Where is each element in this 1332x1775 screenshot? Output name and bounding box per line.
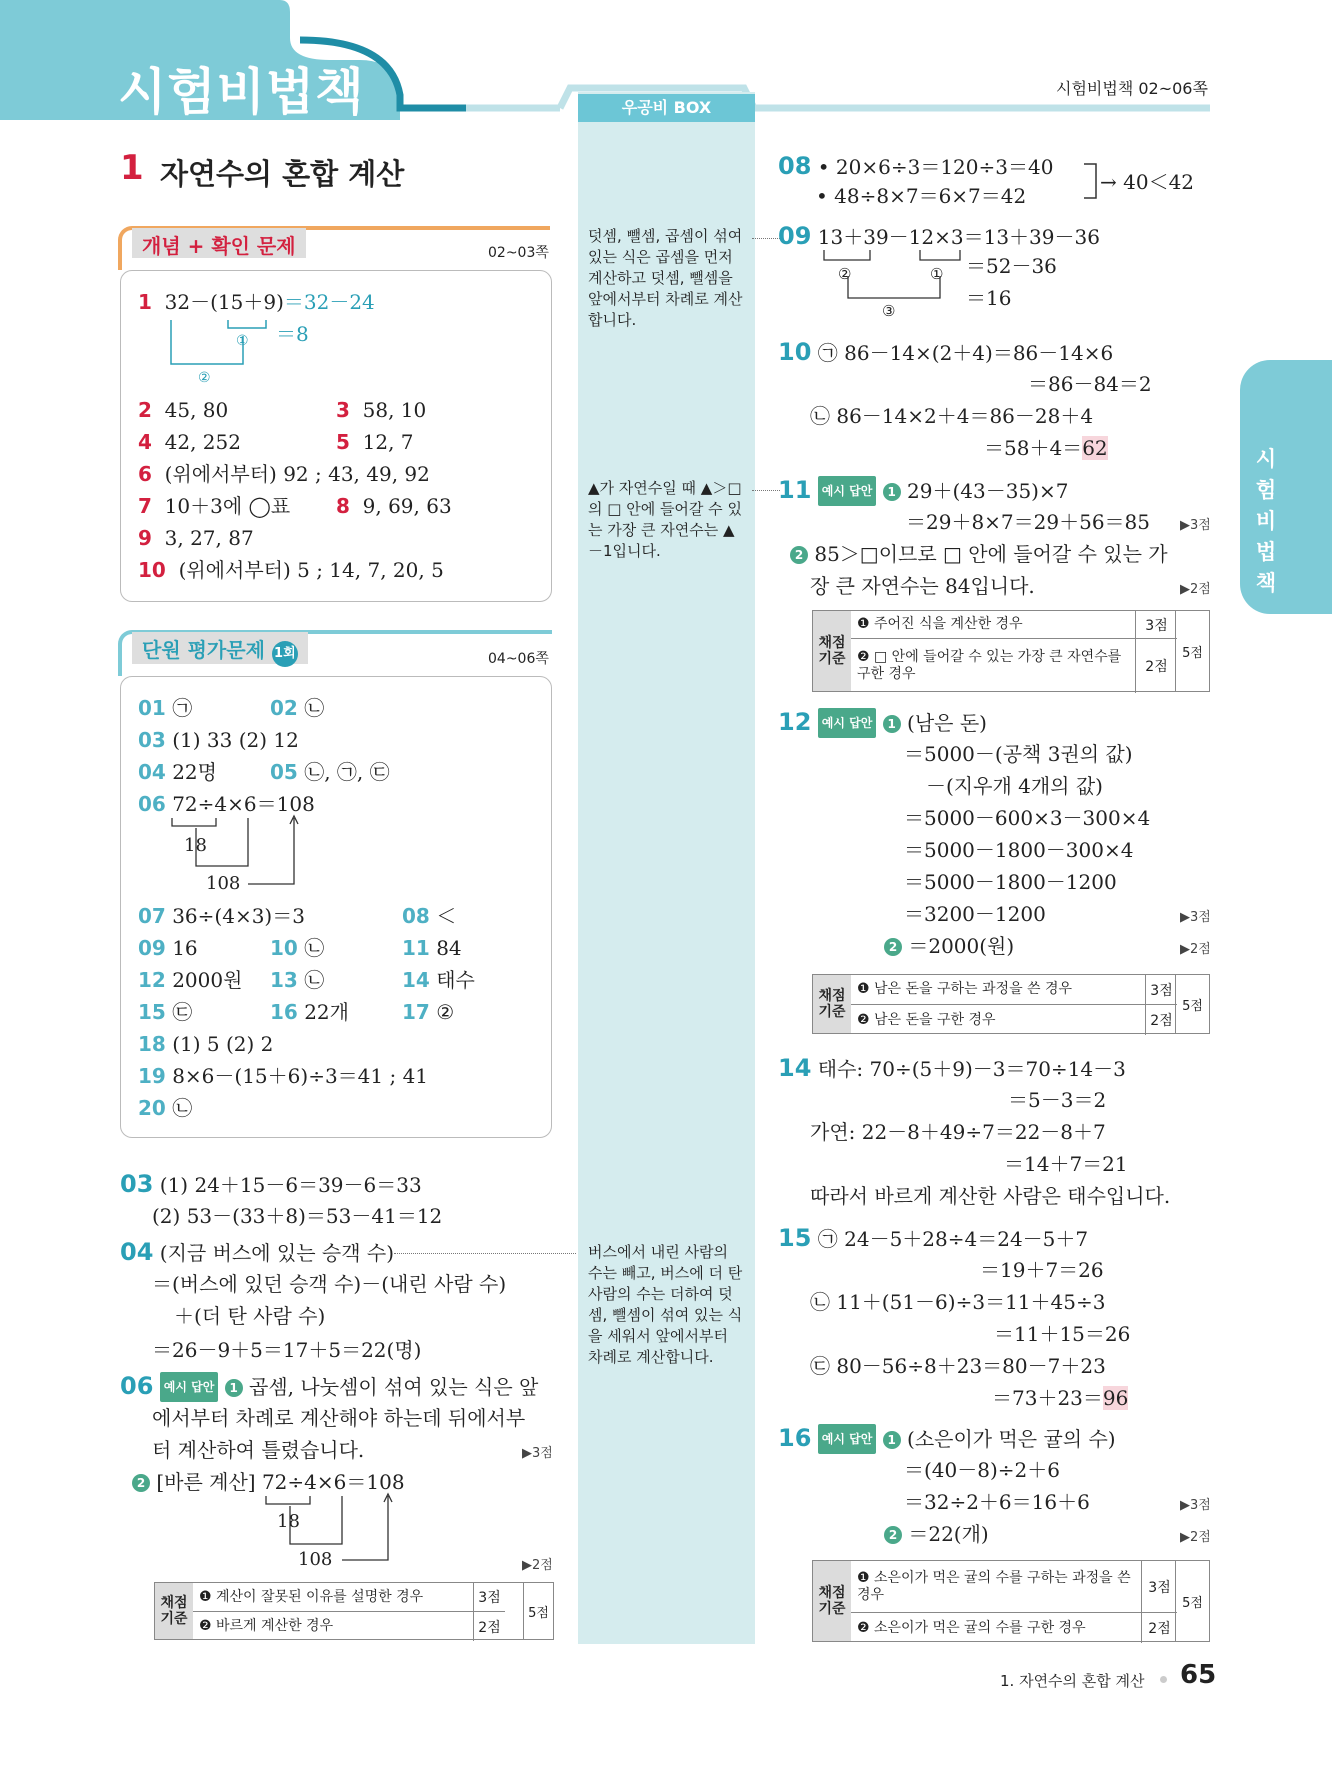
side-tab-label: 시험비법책 [1255, 447, 1277, 595]
rubric-06: 채점 기준 ❶ 계산이 잘못된 이유를 설명한 경우 ❷ 바르게 계산한 경우 3점 2점 5점 [154, 1582, 554, 1640]
sol-12-line3: －(지우개 4개의 값) [926, 774, 1103, 798]
unit-item-14: 14 태수 [402, 968, 475, 992]
unit-item-18: 18 (1) 5 (2) 2 [138, 1032, 274, 1056]
section-number: 1 [120, 148, 144, 188]
box-note-1: 덧셈, 뺄셈, 곱셈이 섞여 있는 식은 곱셈을 먼저 계산하고 덧셈, 뺄셈을 앞에서부터 차례로 계산합니다. [588, 227, 743, 329]
unit-item-06: 06 72÷4×6＝108 [138, 792, 315, 816]
unit-item-07: 07 36÷(4×3)＝3 [138, 904, 305, 928]
sol-12-line4: ＝5000－600×3－300×4 [904, 806, 1151, 830]
unit-item-01: 01 ㉠ [138, 696, 193, 720]
sol-10-line3: ㉡ 86－14×2＋4＝86－28＋4 [810, 404, 1094, 428]
sol-04-line1: 04 (지금 버스에 있는 승객 수) [120, 1238, 395, 1266]
concept-item-9: 9 3, 27, 87 [138, 526, 254, 550]
sol-06-18: 18 [277, 1511, 300, 1532]
footer-dot [1160, 1676, 1167, 1683]
unit-item-08: 08 ＜ [402, 904, 457, 928]
leader-dots-09 [752, 238, 780, 239]
sol-12-line7: ＝3200－1200 [904, 902, 1046, 926]
sol-06-line4: 2 [바른 계산] 72÷4×6＝108 [132, 1468, 405, 1496]
marker-1: ① [236, 333, 249, 349]
sol-04-line4: ＝26－9＋5＝17＋5＝22(명) [152, 1338, 422, 1362]
sol-06-line2: 에서부터 차례로 계산해야 하는데 뒤에서부 [152, 1406, 526, 1430]
concept-item-3: 3 58, 10 [336, 398, 427, 422]
sol-06-line3: 터 계산하여 틀렸습니다. [152, 1438, 365, 1462]
sol-16-line2: ＝(40－8)÷2＋6 [904, 1458, 1060, 1482]
unit-label: 단원 평가문제 1회 [132, 632, 308, 664]
sol-06-line1: 06 예시 답안 1 곱셈, 나눗셈이 섞여 있는 식은 앞 [120, 1372, 539, 1400]
concept-item-8: 8 9, 69, 63 [336, 494, 452, 518]
sol-06-points2: ▶2점 [522, 1558, 553, 1573]
sol-08-line1: 08 • 20×6÷3＝120÷3＝40 [778, 152, 1054, 180]
sol-03-line1: 03 (1) 24＋15－6＝39－6＝33 [120, 1170, 422, 1198]
sol-10-line2: ＝86－84＝2 [1028, 372, 1152, 396]
sol-06-points1: ▶3점 [522, 1446, 553, 1461]
unit-item-10: 10 ㉡ [270, 936, 325, 960]
page-number: 65 [1180, 1660, 1217, 1690]
leader-dots-11 [752, 490, 780, 491]
sol-14-line1: 14 태수: 70÷(5＋9)－3＝70÷14－3 [778, 1054, 1126, 1082]
sol-14-line5: 따라서 바르게 계산한 사람은 태수입니다. [810, 1184, 1171, 1208]
unit-item-20: 20 ㉡ [138, 1096, 193, 1120]
section-title: 자연수의 혼합 계산 [160, 157, 405, 191]
sol-09-line1: 09 13＋39－12×3＝13＋39－36 [778, 222, 1100, 250]
unit-item-16: 16 22개 [270, 1000, 349, 1024]
sol-11-line1: 11 예시 답안 1 29＋(43－35)×7 [778, 476, 1069, 504]
footer-chapter: 1. 자연수의 혼합 계산 [1000, 1672, 1145, 1690]
rubric-16: 채점 기준 ❶ 소은이가 먹은 귤의 수를 구하는 과정을 쓴 경우 ❷ 소은이가 먹은 귤의 수를 구한 경우 3점 2점 5점 [812, 1560, 1210, 1642]
sol-03-line2: (2) 53－(33＋8)＝53－41＝12 [152, 1204, 443, 1228]
unit-item-15: 15 ㉢ [138, 1000, 193, 1024]
sol-15-line3: ㉡ 11＋(51－6)÷3＝11＋45÷3 [810, 1290, 1106, 1314]
rubric-12: 채점 기준 ❶ 남은 돈을 구하는 과정을 쓴 경우 ❷ 남은 돈을 구한 경우 3점 2점 5점 [812, 974, 1210, 1034]
sol-09-line2: ＝52－36 [966, 254, 1057, 278]
sol-15-line5: ㉢ 80－56÷8＋23＝80－7＋23 [810, 1354, 1106, 1378]
unit-item-03: 03 (1) 33 (2) 12 [138, 728, 299, 752]
sol-15-line4: ＝11＋15＝26 [994, 1322, 1131, 1346]
brand-title: 시험비법책 [118, 63, 365, 121]
sol-16-line3: ＝32÷2＋6＝16＋6 [904, 1490, 1090, 1514]
sol-08-line2: • 48÷8×7＝6×7＝42 [816, 184, 1027, 208]
box-tab: 우공비 BOX [578, 94, 755, 122]
concept-pages: 02~03쪽 [488, 245, 549, 261]
sol-12-line6: ＝5000－1800－1200 [904, 870, 1117, 894]
sol-11-line2: ＝29＋8×7＝29＋56＝85 [906, 510, 1151, 534]
concept-item-10: 10 (위에서부터) 5 ; 14, 7, 20, 5 [138, 558, 444, 582]
unit-item-09: 09 16 [138, 936, 198, 960]
unit-q06-108: 108 [206, 873, 241, 894]
sol-10-line4: ＝58＋4＝62 [984, 436, 1108, 460]
sol-14-line2: ＝5－3＝2 [1008, 1088, 1107, 1112]
round-badge: 1회 [272, 641, 298, 667]
sol-15-line1: 15 ㉠ 24－5＋28÷4＝24－5＋7 [778, 1224, 1089, 1252]
sol-11-points2: ▶2점 [1180, 582, 1211, 597]
page-range: 시험비법책 02~06쪽 [1056, 79, 1208, 98]
sol-12-points1: ▶3점 [1180, 910, 1211, 925]
concept-item-2: 2 45, 80 [138, 398, 229, 422]
sol-11-line3: 2 85＞□이므로 □ 안에 들어갈 수 있는 가 [790, 540, 1168, 568]
unit-item-11: 11 84 [402, 936, 462, 960]
sol-15-line2: ＝19＋7＝26 [980, 1258, 1104, 1282]
sol-16-points2: ▶2점 [1180, 1530, 1211, 1545]
unit-item-02: 02 ㉡ [270, 696, 325, 720]
concept-item-6: 6 (위에서부터) 92 ; 43, 49, 92 [138, 462, 430, 486]
sol-12-line8: 2 ＝2000(원) [884, 932, 1014, 960]
concept-q1-step2: ＝8 [276, 322, 309, 346]
leader-dots-04 [394, 1253, 576, 1254]
sol-14-line4: ＝14＋7＝21 [1004, 1152, 1128, 1176]
sol-09-line3: ＝16 [966, 286, 1012, 310]
sol-11-points1: ▶3점 [1180, 518, 1211, 533]
sol-09-m2: ① [930, 265, 944, 283]
sol-12-points2: ▶2점 [1180, 942, 1211, 957]
sol-12-line2: ＝5000－(공책 3권의 값) [904, 742, 1133, 766]
concept-label: 개념 + 확인 문제 [132, 228, 306, 258]
unit-item-19: 19 8×6－(15＋6)÷3＝41 ; 41 [138, 1064, 429, 1088]
sol-16-points1: ▶3점 [1180, 1498, 1211, 1513]
sol-16-line4: 2 ＝22(개) [884, 1520, 989, 1548]
sol-12-line1: 12 예시 답안 1 (남은 돈) [778, 708, 987, 736]
unit-item-05: 05 ㉡, ㉠, ㉢ [270, 760, 390, 784]
concept-q1: 1 32－(15＋9)＝32－24 [138, 290, 375, 314]
sol-08-result: → 40＜42 [1100, 170, 1195, 194]
box-note-3: 버스에서 내린 사람의 수는 빼고, 버스에 더 탄 사람의 수는 더하여 덧셈, 뺄셈이 섞여 있는 식을 세워서 앞에서부터 차례로 계산합니다. [588, 1243, 743, 1366]
unit-pages: 04~06쪽 [488, 651, 549, 667]
sol-04-line2: ＝(버스에 있던 승객 수)－(내린 사람 수) [152, 1272, 507, 1296]
sol-06-108: 108 [298, 1549, 333, 1570]
concept-item-7: 7 10＋3에 ◯표 [138, 494, 291, 518]
box-note-2: ▲가 자연수일 때 ▲＞□의 □ 안에 들어갈 수 있는 가장 큰 자연수는 ▲－1입니다. [588, 479, 742, 560]
sol-09-m1: ② [838, 265, 852, 283]
sol-10-line1: 10 ㉠ 86－14×(2＋4)＝86－14×6 [778, 338, 1114, 366]
concept-q1-brackets [168, 318, 278, 378]
unit-item-13: 13 ㉡ [270, 968, 325, 992]
unit-item-04: 04 22명 [138, 760, 217, 784]
sol-11-line4: 장 큰 자연수는 84입니다. [810, 574, 1035, 598]
concept-item-4: 4 42, 252 [138, 430, 241, 454]
sol-09-m3: ③ [882, 302, 896, 320]
sol-12-line5: ＝5000－1800－300×4 [904, 838, 1134, 862]
marker-2: ② [198, 370, 211, 386]
rubric-11: 채점 기준 ❶ 주어진 식을 계산한 경우 ❷ □ 안에 들어갈 수 있는 가장 큰 자연수를 구한 경우 3점 2점 5점 [812, 610, 1210, 692]
concept-item-5: 5 12, 7 [336, 430, 414, 454]
unit-q06-18: 18 [184, 835, 207, 856]
sol-15-line6: ＝73＋23＝96 [992, 1386, 1129, 1410]
unit-item-17: 17 ② [402, 1000, 455, 1024]
unit-item-12: 12 2000원 [138, 968, 243, 992]
sol-04-line3: ＋(더 탄 사람 수) [174, 1304, 326, 1328]
sol-16-line1: 16 예시 답안 1 (소은이가 먹은 귤의 수) [778, 1424, 1116, 1452]
sol-08-brace [1082, 162, 1102, 202]
sol-14-line3: 가연: 22－8＋49÷7＝22－8＋7 [810, 1120, 1106, 1144]
